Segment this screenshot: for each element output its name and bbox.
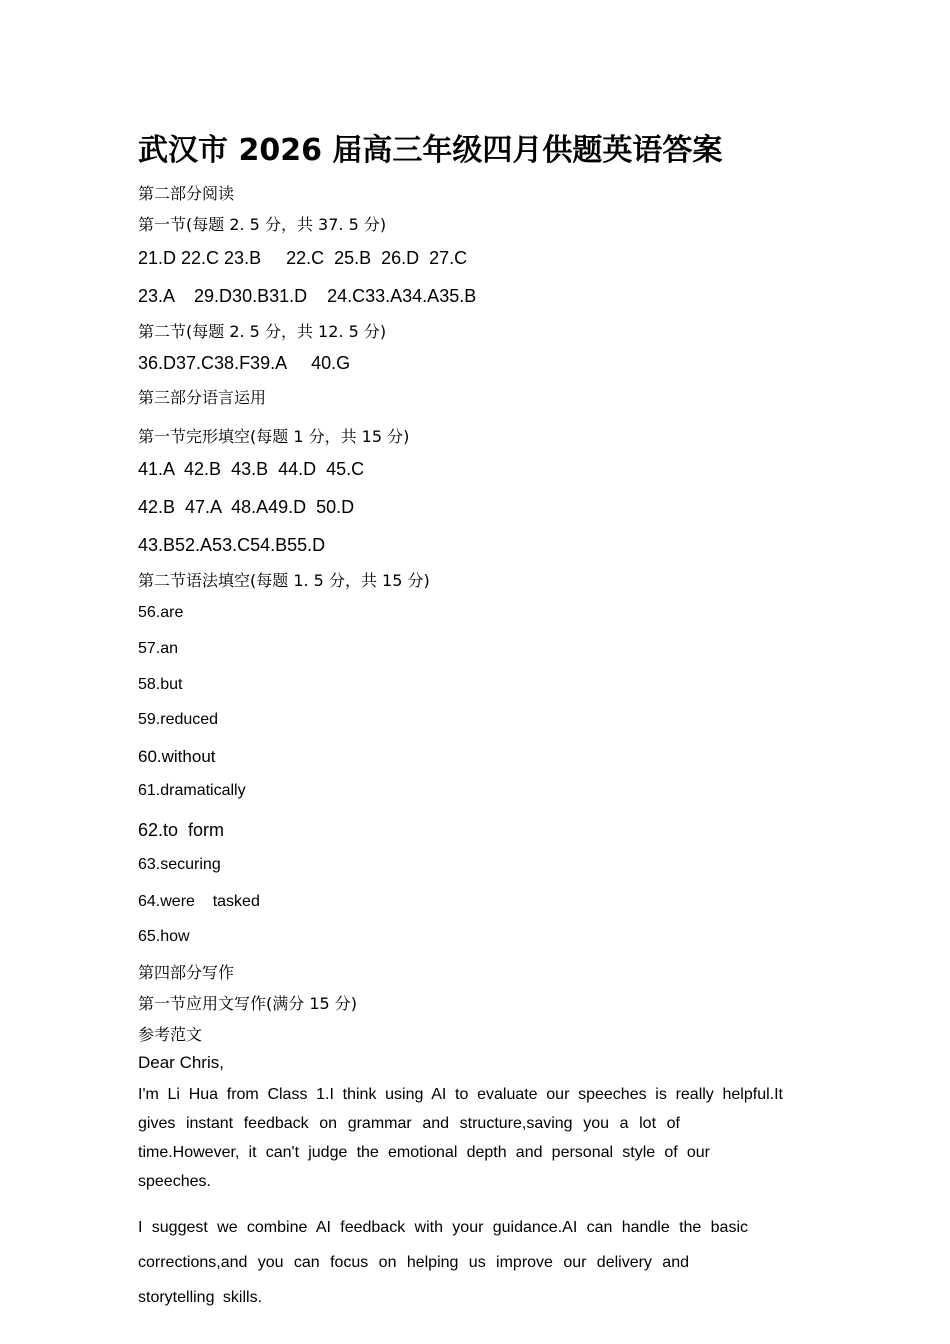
grammar-answer-62: 62.to form <box>138 820 225 840</box>
letter-p2-line-2: corrections,and you can focus on helping us improve our delivery and <box>138 1254 689 1271</box>
grammar-answer-56: 56.are <box>138 604 184 621</box>
letter-p1-line-3: time.However, it can't judge the emotional depth and personal style of our <box>138 1144 710 1161</box>
grammar-answer-61: 61.dramatically <box>138 782 246 799</box>
part2-sec1-answers-row1: 21.D 22.C 23.B 22.C 25.B 26.D 27.C <box>138 248 468 268</box>
reference-essay-label: 参考范文 <box>138 1025 203 1044</box>
part3-sec1-answers-row3: 43.B52.A53.C54.B55.D <box>138 535 326 555</box>
part2-sec2-heading: 第二节(每题 2. 5 分，共 12. 5 分) <box>138 322 387 341</box>
grammar-answer-64: 64.were tasked <box>138 893 260 910</box>
part2-sec1-answers-row2: 23.A 29.D30.B31.D 24.C33.A34.A35.B <box>138 286 477 306</box>
grammar-answer-60: 60.without <box>138 747 216 766</box>
part3-sec1-answers-row1: 41.A 42.B 43.B 44.D 45.C <box>138 459 365 479</box>
grammar-answer-57: 57.an <box>138 640 179 657</box>
letter-salutation: Dear Chris, <box>138 1053 224 1072</box>
part3-sec2-heading: 第二节语法填空(每题 1. 5 分，共 15 分) <box>138 571 430 590</box>
part2-sec1-heading: 第一节(每题 2. 5 分，共 37. 5 分) <box>138 215 387 234</box>
page-title: 武汉市 2026 届高三年级四月供题英语答案 <box>138 133 723 168</box>
letter-paragraph-2 <box>138 1210 783 1315</box>
grammar-answer-63: 63.securing <box>138 856 221 873</box>
grammar-answer-59: 59.reduced <box>138 711 219 728</box>
grammar-answer-58: 58.but <box>138 676 183 693</box>
letter-p1-line-1: I'm Li Hua from Class 1.I think using AI to evaluate our speeches is really helpful.It <box>138 1086 783 1103</box>
letter-p1-line-2: gives instant feedback on grammar and structure,saving you a lot of <box>138 1115 680 1132</box>
part2-heading: 第二部分阅读 <box>138 184 235 203</box>
part2-sec2-answers-row1: 36.D37.C38.F39.A 40.G <box>138 353 351 373</box>
letter-p1-line-4: speeches. <box>138 1173 211 1190</box>
letter-p2-line-3: storytelling skills. <box>138 1289 263 1306</box>
grammar-answer-65: 65.how <box>138 928 190 945</box>
part3-heading: 第三部分语言运用 <box>138 388 267 407</box>
letter-p2-line-1: I suggest we combine AI feedback with your guidance.AI can handle the basic <box>138 1219 748 1236</box>
part4-sec1-heading: 第一节应用文写作(满分 15 分) <box>138 994 358 1013</box>
part3-sec1-answers-row2: 42.B 47.A 48.A49.D 50.D <box>138 497 355 517</box>
part3-sec1-heading: 第一节完形填空(每题 1 分，共 15 分) <box>138 427 410 446</box>
letter-paragraph-1 <box>138 1080 783 1196</box>
part4-heading: 第四部分写作 <box>138 963 235 982</box>
